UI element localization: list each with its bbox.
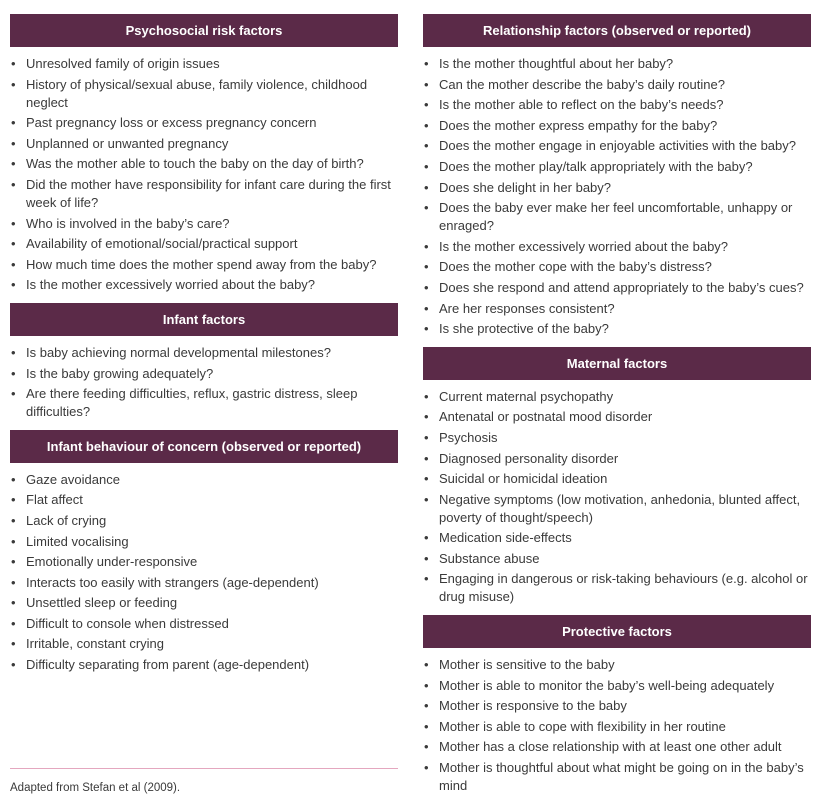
list-item: • Did the mother have responsibility for infant care during the first week of life? — [10, 176, 398, 212]
list-item: • Does the baby ever make her feel uncomfortable, unhappy or enraged? — [423, 199, 811, 235]
list-item: • Irritable, constant crying — [10, 635, 398, 653]
section-maternal-factors — [423, 347, 811, 615]
section-infant-behaviour-of-concern — [10, 430, 398, 683]
list-item: • Mother is responsive to the baby — [423, 697, 811, 715]
list-item: • Emotionally under-responsive — [10, 553, 398, 571]
section-title: Protective factors — [423, 615, 811, 648]
section-relationship-factors — [423, 14, 811, 347]
list-item: • Gaze avoidance — [10, 471, 398, 489]
list-item: • Availability of emotional/social/practical support — [10, 235, 398, 253]
right-column — [423, 14, 811, 804]
list-item: • Negative symptoms (low motivation, anhedonia, blunted affect, poverty of thought/speech) — [423, 491, 811, 527]
list-item: • Antenatal or postnatal mood disorder — [423, 408, 811, 426]
list-item: • Does the mother express empathy for the baby? — [423, 117, 811, 135]
list-item: • Interacts too easily with strangers (age-dependent) — [10, 574, 398, 592]
list-item: • Flat affect — [10, 491, 398, 509]
list-item: • History of physical/sexual abuse, family violence, childhood neglect — [10, 76, 398, 112]
list-item: • Is the mother able to reflect on the baby’s needs? — [423, 96, 811, 114]
list-item: • Difficulty separating from parent (age-dependent) — [10, 656, 398, 674]
list-item: • Does she respond and attend appropriately to the baby’s cues? — [423, 279, 811, 297]
list-item: • Does the mother cope with the baby’s distress? — [423, 258, 811, 276]
list-item: • Difficult to console when distressed — [10, 615, 398, 633]
list-item: • Substance abuse — [423, 550, 811, 568]
list-item: • Lack of crying — [10, 512, 398, 530]
list-item: • Are there feeding difficulties, reflux, gastric distress, sleep difficulties? — [10, 385, 398, 421]
list-item: • Mother has a close relationship with at least one other adult — [423, 738, 811, 756]
section-list — [10, 463, 398, 683]
list-item: • Are her responses consistent? — [423, 300, 811, 318]
list-item: • Is she protective of the baby? — [423, 320, 811, 338]
list-item: • Can the mother describe the baby’s daily routine? — [423, 76, 811, 94]
list-item: • Current maternal psychopathy — [423, 388, 811, 406]
list-item: • Does the mother play/talk appropriately with the baby? — [423, 158, 811, 176]
list-item: • Mother is able to monitor the baby’s well-being adequately — [423, 677, 811, 695]
section-list — [423, 648, 811, 804]
list-item: • Limited vocalising — [10, 533, 398, 551]
list-item: • Engaging in dangerous or risk-taking behaviours (e.g. alcohol or drug misuse) — [423, 570, 811, 606]
list-item: • Was the mother able to touch the baby on the day of birth? — [10, 155, 398, 173]
left-column — [10, 14, 398, 683]
section-title: Infant factors — [10, 303, 398, 336]
list-item: • Mother is thoughtful about what might be going on in the baby’s mind — [423, 759, 811, 795]
list-item: • Psychosis — [423, 429, 811, 447]
list-item: • Does the mother engage in enjoyable activities with the baby? — [423, 137, 811, 155]
list-item: • Suicidal or homicidal ideation — [423, 470, 811, 488]
list-item: • Is the mother excessively worried about the baby? — [10, 276, 398, 294]
list-item: • How much time does the mother spend away from the baby? — [10, 256, 398, 274]
section-title: Psychosocial risk factors — [10, 14, 398, 47]
list-item: • Is the baby growing adequately? — [10, 365, 398, 383]
section-protective-factors — [423, 615, 811, 804]
section-infant-factors — [10, 303, 398, 430]
section-title: Infant behaviour of concern (observed or reported) — [10, 430, 398, 463]
list-item: • Unresolved family of origin issues — [10, 55, 398, 73]
list-item: • Medication side-effects — [423, 529, 811, 547]
list-item: • Mother is sensitive to the baby — [423, 656, 811, 674]
list-item: • Who is involved in the baby’s care? — [10, 215, 398, 233]
list-item: • Unplanned or unwanted pregnancy — [10, 135, 398, 153]
list-item: • Is the mother excessively worried about the baby? — [423, 238, 811, 256]
footer-divider — [10, 768, 398, 769]
section-list — [423, 380, 811, 615]
list-item: • Does she delight in her baby? — [423, 179, 811, 197]
list-item: • Past pregnancy loss or excess pregnancy concern — [10, 114, 398, 132]
section-list — [10, 47, 398, 303]
section-list — [10, 336, 398, 430]
list-item: • Is the mother thoughtful about her baby? — [423, 55, 811, 73]
section-title: Maternal factors — [423, 347, 811, 380]
list-item: • Mother is able to cope with flexibility in her routine — [423, 718, 811, 736]
section-list — [423, 47, 811, 347]
section-psychosocial-risk-factors — [10, 14, 398, 303]
section-title: Relationship factors (observed or reported) — [423, 14, 811, 47]
list-item: • Is baby achieving normal developmental milestones? — [10, 344, 398, 362]
source-note: Adapted from Stefan et al (2009). — [10, 782, 181, 794]
list-item: • Unsettled sleep or feeding — [10, 594, 398, 612]
list-item: • Diagnosed personality disorder — [423, 450, 811, 468]
